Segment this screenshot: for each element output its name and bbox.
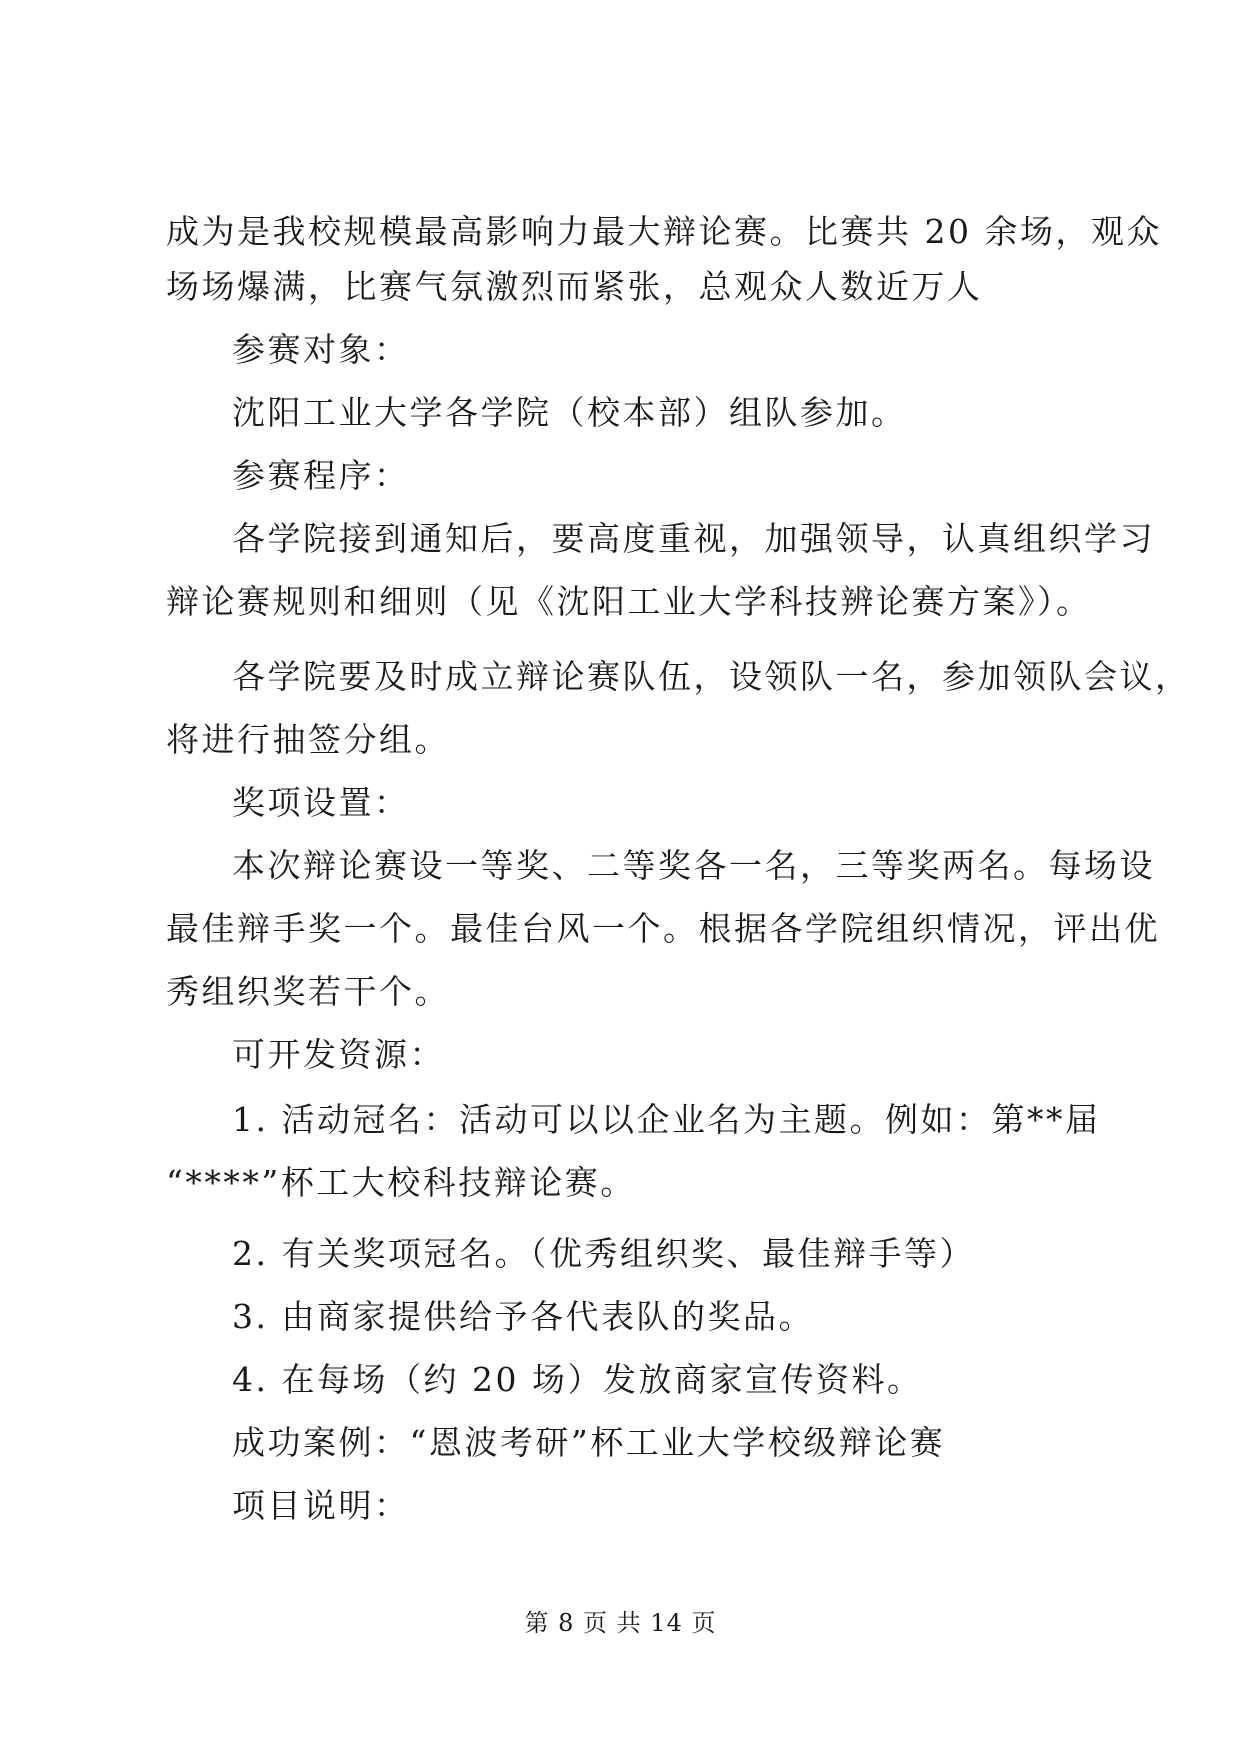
list-item: 1. 活动冠名：活动可以以企业名为主题。例如：第**届: [232, 1100, 1101, 1139]
list-item: 4. 在每场（约 20 场）发放商家宣传资料。: [232, 1360, 923, 1399]
paragraph-line: 沈阳工业大学各学院（校本部）组队参加。: [232, 393, 907, 432]
list-item: 2. 有关奖项冠名。（优秀组织奖、最佳辩手等）: [232, 1234, 975, 1273]
paragraph-line: 成为是我校规模最高影响力最大辩论赛。比赛共 20 余场，观众: [166, 212, 1162, 251]
list-item: 3. 由商家提供给予各代表队的奖品。: [232, 1297, 814, 1336]
paragraph-line: 最佳辩手奖一个。最佳台风一个。根据各学院组织情况，评出优: [166, 909, 1160, 948]
paragraph-line: 场场爆满，比赛气氛激烈而紧张，总观众人数近万人: [166, 267, 983, 306]
section-heading: 项目说明：: [232, 1486, 410, 1525]
paragraph-line: 将进行抽签分组。: [166, 720, 450, 759]
paragraph-line: 本次辩论赛设一等奖、二等奖各一名，三等奖两名。每场设: [232, 846, 1155, 885]
paragraph-line: 辩论赛规则和细则（见《沈阳工业大学科技辨论赛方案》）。: [166, 582, 1092, 621]
section-heading: 参赛程序：: [232, 456, 410, 495]
paragraph-line: 成功案例：“恩波考研”杯工业大学校级辩论赛: [232, 1423, 946, 1462]
paragraph-line: 各学院接到通知后，要高度重视，加强领导，认真组织学习: [232, 519, 1155, 558]
paragraph-line: 秀组织奖若干个。: [166, 972, 450, 1011]
page-footer: 第 8 页 共 14 页: [524, 1609, 717, 1637]
section-heading: 可开发资源：: [232, 1035, 445, 1074]
list-item-continuation: “****”杯工大校科技辩论赛。: [166, 1163, 636, 1202]
section-heading: 奖项设置：: [232, 783, 410, 822]
section-heading: 参赛对象：: [232, 330, 410, 369]
paragraph-line: 各学院要及时成立辩论赛队伍，设领队一名，参加领队会议，: [232, 657, 1191, 696]
